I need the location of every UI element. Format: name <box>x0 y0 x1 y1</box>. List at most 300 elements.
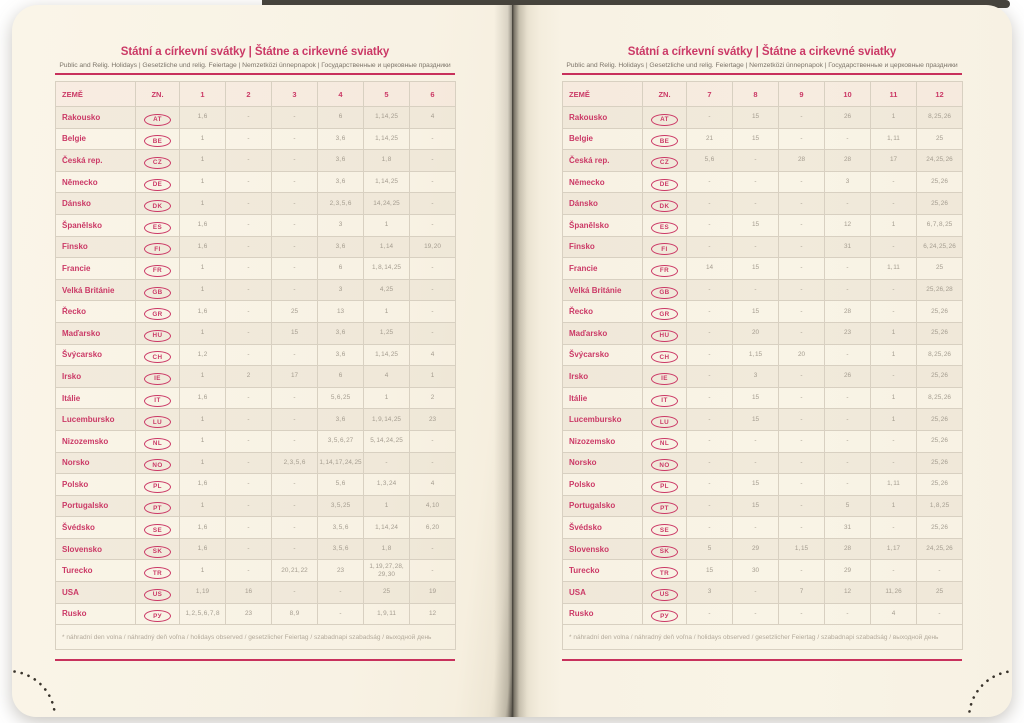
country-code-badge: DE <box>651 179 678 191</box>
holiday-dates-cell: - <box>871 301 917 323</box>
holiday-dates-cell: - <box>687 171 733 193</box>
title-rule <box>562 73 962 75</box>
table-row <box>56 258 456 280</box>
table-row <box>563 107 963 129</box>
holiday-dates-cell: 1 <box>364 387 410 409</box>
holiday-dates-cell: 15 <box>733 474 779 496</box>
country-name: Polsko <box>56 474 136 496</box>
holiday-dates-cell: 1, 2, 5, 6, 7, 8 <box>180 603 226 625</box>
country-name: Lucembursko <box>56 409 136 431</box>
holiday-dates-cell: - <box>410 538 456 560</box>
holiday-dates-cell: 1, 14 <box>364 236 410 258</box>
country-code-cell <box>136 301 180 323</box>
country-code-badge: US <box>144 589 171 601</box>
country-name: Řecko <box>563 301 643 323</box>
holiday-dates-cell: - <box>226 409 272 431</box>
holiday-dates-cell: - <box>779 128 825 150</box>
holiday-dates-cell: - <box>733 582 779 604</box>
country-code-badge: DK <box>651 200 678 212</box>
country-name: Norsko <box>56 452 136 474</box>
country-code-badge: GR <box>144 308 171 320</box>
country-code-badge: FI <box>144 243 171 255</box>
holiday-dates-cell: - <box>318 603 364 625</box>
holiday-dates-cell: - <box>272 128 318 150</box>
holiday-dates-cell: - <box>272 171 318 193</box>
holiday-dates-cell: - <box>226 214 272 236</box>
table-row <box>563 409 963 431</box>
holiday-dates-cell: - <box>272 430 318 452</box>
holiday-dates-cell: - <box>410 171 456 193</box>
country-name: Belgie <box>56 128 136 150</box>
holiday-dates-cell: 1 <box>871 387 917 409</box>
holiday-dates-cell: - <box>871 236 917 258</box>
country-code-badge: IT <box>144 395 171 407</box>
table-row <box>563 603 963 625</box>
country-code-cell <box>643 322 687 344</box>
holiday-dates-cell: - <box>272 258 318 280</box>
column-header-month: 8 <box>733 82 779 107</box>
holiday-dates-cell: 20, 21, 22 <box>272 560 318 582</box>
holiday-dates-cell: - <box>779 603 825 625</box>
column-header-month: 1 <box>180 82 226 107</box>
country-code-cell <box>136 193 180 215</box>
holiday-dates-cell: 1 <box>180 409 226 431</box>
country-name: Portugalsko <box>563 495 643 517</box>
country-code-badge: SE <box>144 524 171 536</box>
holiday-dates-cell: - <box>687 366 733 388</box>
holiday-dates-cell: 25, 26 <box>917 171 963 193</box>
holiday-dates-cell: 17 <box>272 366 318 388</box>
holiday-dates-cell: 21 <box>687 128 733 150</box>
holiday-dates-cell: - <box>733 279 779 301</box>
holiday-dates-cell: 1, 6 <box>180 236 226 258</box>
holiday-dates-cell: 5, 6 <box>687 150 733 172</box>
holiday-dates-cell: - <box>226 279 272 301</box>
holiday-dates-cell: - <box>825 193 871 215</box>
holiday-dates-cell: - <box>272 279 318 301</box>
table-row <box>56 387 456 409</box>
country-name: Francie <box>563 258 643 280</box>
country-code-badge: US <box>651 589 678 601</box>
holiday-dates-cell: 6, 7, 8, 25 <box>917 214 963 236</box>
holiday-dates-cell: - <box>687 214 733 236</box>
table-row <box>56 517 456 539</box>
country-code-cell <box>643 603 687 625</box>
table-row <box>563 452 963 474</box>
column-header-month: 9 <box>779 82 825 107</box>
country-code-badge: AT <box>651 114 678 126</box>
country-name: Itálie <box>563 387 643 409</box>
country-code-cell <box>643 366 687 388</box>
holiday-dates-cell: 4 <box>410 474 456 496</box>
holiday-dates-cell: 5, 6 <box>318 474 364 496</box>
country-name: Rakousko <box>563 107 643 129</box>
holiday-dates-cell: - <box>226 236 272 258</box>
holiday-dates-cell: 6 <box>318 107 364 129</box>
holiday-dates-cell: 15 <box>272 322 318 344</box>
country-code-badge: HU <box>651 330 678 342</box>
country-code-badge: PT <box>651 502 678 514</box>
holiday-dates-cell: 23 <box>825 322 871 344</box>
holiday-dates-cell: - <box>779 517 825 539</box>
table-row <box>56 452 456 474</box>
holiday-dates-cell: 1 <box>180 430 226 452</box>
holiday-dates-cell: 3 <box>733 366 779 388</box>
column-header-month: 11 <box>871 82 917 107</box>
holiday-dates-cell: - <box>226 474 272 496</box>
holiday-dates-cell: - <box>272 582 318 604</box>
country-code-badge: CH <box>144 351 171 363</box>
holiday-dates-cell: 1, 14, 25 <box>364 107 410 129</box>
holiday-dates-cell: - <box>733 603 779 625</box>
holiday-dates-cell: 2, 3, 5, 6 <box>318 193 364 215</box>
holiday-dates-cell: - <box>226 128 272 150</box>
holiday-dates-cell: - <box>779 236 825 258</box>
holiday-dates-cell: 3 <box>318 279 364 301</box>
country-code-badge: NL <box>651 438 678 450</box>
holiday-dates-cell: 26 <box>825 107 871 129</box>
holiday-dates-cell: 23 <box>226 603 272 625</box>
table-row <box>563 258 963 280</box>
holiday-dates-cell: 15 <box>733 409 779 431</box>
country-code-cell <box>643 344 687 366</box>
country-name: Dánsko <box>563 193 643 215</box>
country-code-cell <box>136 560 180 582</box>
holiday-dates-cell: - <box>733 236 779 258</box>
holiday-dates-cell: 1 <box>180 193 226 215</box>
holiday-dates-cell: 1 <box>180 452 226 474</box>
holiday-dates-cell: 24, 25, 26 <box>917 538 963 560</box>
holiday-dates-cell: 16 <box>226 582 272 604</box>
country-name: Dánsko <box>56 193 136 215</box>
table-row <box>56 128 456 150</box>
holiday-dates-cell: 1 <box>180 258 226 280</box>
country-name: Portugalsko <box>56 495 136 517</box>
holiday-dates-cell: - <box>871 279 917 301</box>
country-code-cell <box>136 430 180 452</box>
holiday-dates-cell: - <box>871 366 917 388</box>
page-subtitle: Public and Relig. Holidays | Gesetzliche und relig. Feiertage | Nemzetközi ünnepnapok | Государственные и церковные праздники <box>566 62 958 69</box>
holiday-dates-cell: - <box>272 495 318 517</box>
holiday-dates-cell: - <box>226 560 272 582</box>
country-code-badge: BE <box>144 135 171 147</box>
country-code-cell <box>643 474 687 496</box>
holiday-dates-cell: 3, 5, 6, 27 <box>318 430 364 452</box>
country-name: Velká Británie <box>563 279 643 301</box>
holiday-dates-cell: 1 <box>180 279 226 301</box>
holiday-dates-cell: 3, 6 <box>318 344 364 366</box>
holiday-dates-cell: 8, 9 <box>272 603 318 625</box>
holiday-dates-cell: - <box>272 107 318 129</box>
holiday-dates-cell: - <box>272 517 318 539</box>
holiday-dates-cell: 1, 14, 17, 24, 25 <box>318 452 364 474</box>
holiday-dates-cell: 25, 26 <box>917 322 963 344</box>
holiday-dates-cell: 1 <box>871 322 917 344</box>
country-code-badge: TR <box>651 567 678 579</box>
table-row <box>56 560 456 582</box>
holiday-dates-cell: 1, 6 <box>180 538 226 560</box>
page-subtitle: Public and Relig. Holidays | Gesetzliche und relig. Feiertage | Nemzetközi ünnepnapok | Государственные и церковные праздники <box>59 62 451 69</box>
country-code-cell <box>136 495 180 517</box>
holiday-dates-cell: - <box>779 322 825 344</box>
country-code-badge: HU <box>144 330 171 342</box>
country-code-badge: PL <box>144 481 171 493</box>
table-row <box>56 150 456 172</box>
holiday-dates-cell: - <box>779 387 825 409</box>
holiday-dates-cell: - <box>272 538 318 560</box>
holiday-dates-cell: - <box>410 258 456 280</box>
bottom-rule <box>55 659 455 661</box>
right-page-content <box>562 46 962 661</box>
holiday-dates-cell: - <box>779 430 825 452</box>
holiday-dates-cell: - <box>733 193 779 215</box>
holiday-dates-cell: 15 <box>733 214 779 236</box>
holiday-dates-cell: 6, 20 <box>410 517 456 539</box>
holiday-dates-cell: 1, 8, 25 <box>917 495 963 517</box>
country-code-badge: GB <box>144 287 171 299</box>
holiday-dates-cell: - <box>779 258 825 280</box>
country-code-badge: FI <box>651 243 678 255</box>
holiday-dates-cell: 1, 19, 27, 28, 29, 30 <box>364 560 410 582</box>
country-code-cell <box>136 387 180 409</box>
country-code-cell <box>643 495 687 517</box>
holiday-dates-cell: - <box>871 560 917 582</box>
holiday-dates-cell: - <box>871 452 917 474</box>
holiday-dates-cell: 15 <box>733 387 779 409</box>
holiday-dates-cell: 1 <box>180 366 226 388</box>
table-row <box>56 171 456 193</box>
holiday-dates-cell: 4 <box>410 344 456 366</box>
holiday-dates-cell: - <box>871 430 917 452</box>
column-header-month: 3 <box>272 82 318 107</box>
holiday-dates-cell: 19, 20 <box>410 236 456 258</box>
holiday-dates-cell: 1, 14, 25 <box>364 344 410 366</box>
country-code-cell <box>136 538 180 560</box>
country-code-cell <box>136 150 180 172</box>
holiday-dates-cell: - <box>410 452 456 474</box>
holidays-table-jan-jun <box>55 81 456 650</box>
country-name: Maďarsko <box>563 322 643 344</box>
holiday-dates-cell: 1, 14, 25 <box>364 128 410 150</box>
country-name: Nizozemsko <box>563 430 643 452</box>
country-code-cell <box>643 150 687 172</box>
holiday-dates-cell: 3, 6 <box>318 128 364 150</box>
holiday-dates-cell: 25 <box>917 258 963 280</box>
country-name: Irsko <box>563 366 643 388</box>
country-name: Německo <box>56 171 136 193</box>
holiday-dates-cell: 25, 26 <box>917 193 963 215</box>
country-name: Španělsko <box>56 214 136 236</box>
holiday-dates-cell: - <box>226 301 272 323</box>
column-header-month: 12 <box>917 82 963 107</box>
holiday-dates-cell: 1, 11 <box>871 258 917 280</box>
holiday-dates-cell: - <box>779 495 825 517</box>
holiday-dates-cell: - <box>226 344 272 366</box>
table-row <box>56 495 456 517</box>
country-code-cell <box>136 322 180 344</box>
table-row <box>563 128 963 150</box>
holiday-dates-cell: 3, 5, 6 <box>318 538 364 560</box>
country-code-badge: FR <box>651 265 678 277</box>
holiday-dates-cell: 15 <box>733 128 779 150</box>
country-code-cell <box>643 193 687 215</box>
country-name: Irsko <box>56 366 136 388</box>
holiday-dates-cell: 14, 24, 25 <box>364 193 410 215</box>
holiday-dates-cell: 4 <box>871 603 917 625</box>
country-code-badge: GR <box>651 308 678 320</box>
holiday-dates-cell: 1, 25 <box>364 322 410 344</box>
holiday-dates-cell: 6 <box>318 258 364 280</box>
holiday-dates-cell: 25 <box>364 582 410 604</box>
country-code-badge: BE <box>651 135 678 147</box>
holiday-dates-cell: - <box>226 452 272 474</box>
holiday-dates-cell: - <box>825 452 871 474</box>
holiday-dates-cell: - <box>226 171 272 193</box>
country-code-cell <box>643 279 687 301</box>
holiday-dates-cell: - <box>779 452 825 474</box>
holiday-dates-cell: 23 <box>318 560 364 582</box>
holiday-dates-cell: 29 <box>825 560 871 582</box>
column-header-month: 5 <box>364 82 410 107</box>
table-row <box>563 344 963 366</box>
table-footer <box>56 625 456 650</box>
country-name: Slovensko <box>563 538 643 560</box>
table-row <box>563 150 963 172</box>
holiday-dates-cell: 25, 26 <box>917 517 963 539</box>
holiday-dates-cell: 1, 17 <box>871 538 917 560</box>
holiday-dates-cell: 5 <box>825 495 871 517</box>
country-code-badge: SK <box>651 546 678 558</box>
country-code-cell <box>136 214 180 236</box>
country-name: Francie <box>56 258 136 280</box>
holiday-dates-cell: - <box>825 128 871 150</box>
holiday-dates-cell: 15 <box>733 495 779 517</box>
holiday-dates-cell: 12 <box>825 214 871 236</box>
table-row <box>56 366 456 388</box>
holiday-dates-cell: 3, 5, 6 <box>318 517 364 539</box>
country-name: Finsko <box>563 236 643 258</box>
holiday-dates-cell: 8, 25, 26 <box>917 387 963 409</box>
country-code-badge: NO <box>651 459 678 471</box>
table-row <box>56 236 456 258</box>
country-code-cell <box>643 214 687 236</box>
holiday-dates-cell: - <box>779 171 825 193</box>
holiday-dates-cell: 25 <box>917 128 963 150</box>
holiday-dates-cell: 24, 25, 26 <box>917 150 963 172</box>
holiday-dates-cell: 4 <box>410 107 456 129</box>
holiday-dates-cell: 1, 15 <box>779 538 825 560</box>
holiday-dates-cell: 1 <box>180 495 226 517</box>
holiday-dates-cell: 5 <box>687 538 733 560</box>
holiday-dates-cell: 1, 8 <box>364 538 410 560</box>
country-code-cell <box>136 128 180 150</box>
holiday-dates-cell: - <box>917 560 963 582</box>
table-row <box>56 430 456 452</box>
holiday-dates-cell: - <box>687 430 733 452</box>
table-row <box>56 409 456 431</box>
holiday-dates-cell: - <box>687 387 733 409</box>
holiday-dates-cell: 1, 6 <box>180 301 226 323</box>
country-name: Španělsko <box>563 214 643 236</box>
holiday-dates-cell: 8, 25, 26 <box>917 344 963 366</box>
country-name: Turecko <box>563 560 643 582</box>
holiday-dates-cell: - <box>687 409 733 431</box>
holiday-dates-cell: - <box>687 107 733 129</box>
table-row <box>56 107 456 129</box>
holiday-dates-cell: - <box>733 430 779 452</box>
country-code-cell <box>136 279 180 301</box>
country-name: Švýcarsko <box>56 344 136 366</box>
country-name: Nizozemsko <box>56 430 136 452</box>
country-code-badge: PT <box>144 502 171 514</box>
country-code-badge: PL <box>651 481 678 493</box>
table-row <box>56 538 456 560</box>
holiday-dates-cell: - <box>733 150 779 172</box>
table-row <box>563 279 963 301</box>
country-name: USA <box>56 582 136 604</box>
holiday-dates-cell: - <box>272 236 318 258</box>
holiday-dates-cell: - <box>410 430 456 452</box>
holiday-dates-cell: 25, 26 <box>917 430 963 452</box>
holiday-dates-cell: 23 <box>410 409 456 431</box>
holiday-dates-cell: - <box>226 193 272 215</box>
holiday-dates-cell: - <box>272 150 318 172</box>
country-name: Německo <box>563 171 643 193</box>
country-name: Maďarsko <box>56 322 136 344</box>
table-row <box>563 236 963 258</box>
country-code-cell <box>643 452 687 474</box>
country-name: Řecko <box>56 301 136 323</box>
country-code-badge: IE <box>144 373 171 385</box>
country-code-cell <box>643 128 687 150</box>
holiday-dates-cell: 26 <box>825 366 871 388</box>
holiday-dates-cell: - <box>687 236 733 258</box>
country-code-badge: IT <box>651 395 678 407</box>
country-code-cell <box>643 107 687 129</box>
holiday-dates-cell: - <box>825 409 871 431</box>
holiday-dates-cell: - <box>779 214 825 236</box>
country-code-cell <box>136 582 180 604</box>
country-code-cell <box>136 258 180 280</box>
holiday-dates-cell: - <box>226 517 272 539</box>
holiday-dates-cell: 28 <box>825 301 871 323</box>
country-code-cell <box>136 603 180 625</box>
holiday-dates-cell: - <box>779 193 825 215</box>
country-code-cell <box>136 452 180 474</box>
column-header-month: 4 <box>318 82 364 107</box>
holiday-dates-cell: - <box>825 430 871 452</box>
holiday-dates-cell: - <box>825 344 871 366</box>
table-row <box>563 366 963 388</box>
holiday-dates-cell: 4 <box>364 366 410 388</box>
holidays-table-jul-dec <box>562 81 963 650</box>
country-code-cell <box>643 387 687 409</box>
holiday-dates-cell: - <box>410 322 456 344</box>
holiday-dates-cell: 4, 25 <box>364 279 410 301</box>
holiday-dates-cell: 4, 10 <box>410 495 456 517</box>
holiday-dates-cell: 20 <box>779 344 825 366</box>
holiday-dates-cell: 25, 26 <box>917 409 963 431</box>
holiday-dates-cell: 1 <box>364 214 410 236</box>
holiday-dates-cell: 5, 6, 25 <box>318 387 364 409</box>
holiday-dates-cell: - <box>272 193 318 215</box>
holiday-dates-cell: - <box>687 517 733 539</box>
holiday-dates-cell: - <box>825 279 871 301</box>
table-row <box>56 322 456 344</box>
table-row <box>563 538 963 560</box>
holiday-dates-cell: 1 <box>180 171 226 193</box>
country-code-badge: GB <box>651 287 678 299</box>
